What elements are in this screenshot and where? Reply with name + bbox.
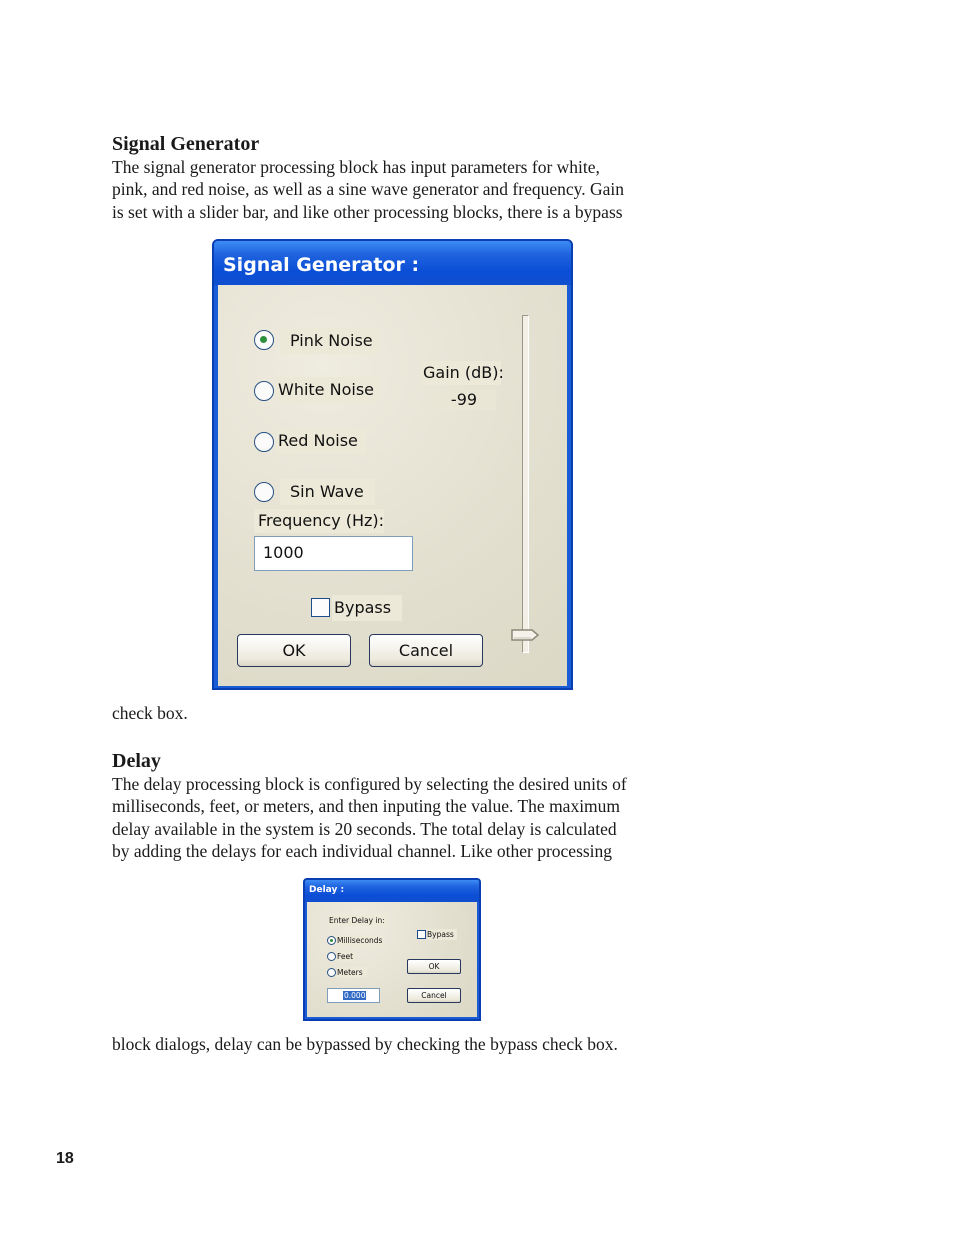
delay-value-text: 0.000	[344, 991, 366, 1000]
cancel-button[interactable]: Cancel	[369, 634, 483, 667]
delay-value-input[interactable]	[327, 988, 380, 1003]
meters-label[interactable]: Meters	[337, 967, 367, 978]
signal-generator-continuation: check box.	[112, 703, 188, 723]
paragraph-line: The signal generator processing block has input parameters for white,	[112, 157, 600, 177]
dialog-client-area	[218, 285, 567, 686]
dialog-title: Signal Generator :	[223, 254, 420, 276]
meters-radio[interactable]	[327, 968, 336, 977]
bypass-label[interactable]: Bypass	[332, 595, 402, 621]
page-number: 18	[56, 1150, 74, 1167]
gain-value: -99	[432, 390, 496, 410]
radio-selected-dot	[260, 336, 267, 343]
paragraph-line: milliseconds, feet, or meters, and then inputing the value. The maximum	[112, 796, 621, 817]
signal-generator-paragraph	[112, 156, 624, 223]
bypass-checkbox[interactable]	[417, 930, 426, 939]
sin-wave-label[interactable]: Sin Wave	[280, 479, 375, 505]
sin-wave-radio[interactable]	[254, 482, 274, 502]
paragraph-line: The delay processing block is configured by selecting the desired units of	[112, 774, 627, 794]
white-noise-radio[interactable]	[254, 381, 274, 401]
paragraph-line: pink, and red noise, as well as a sine wave generator and frequency. Gain	[112, 179, 625, 200]
dialog-title: Delay :	[309, 885, 345, 895]
dialog-title-bar	[214, 241, 571, 285]
paragraph-line: is set with a slider bar, and like other processing blocks, there is a bypass	[112, 201, 623, 222]
gain-label: Gain (dB):	[421, 361, 501, 385]
milliseconds-label[interactable]: Milliseconds	[337, 935, 385, 946]
enter-delay-label: Enter Delay in:	[329, 915, 387, 926]
signal-generator-dialog	[212, 239, 573, 690]
paragraph-line: by adding the delays for each individual channel. Like other processing	[112, 841, 613, 862]
cancel-button[interactable]: Cancel	[407, 988, 461, 1003]
ok-button[interactable]: OK	[237, 634, 351, 667]
pink-noise-label[interactable]: Pink Noise	[280, 328, 380, 354]
feet-label[interactable]: Feet	[337, 952, 354, 961]
gain-slider-thumb[interactable]	[510, 627, 540, 647]
delay-heading: Delay	[112, 750, 161, 772]
dialog-title-bar	[305, 880, 479, 902]
gain-slider-track[interactable]	[522, 315, 529, 653]
ok-button[interactable]: OK	[407, 959, 461, 974]
white-noise-label[interactable]: White Noise	[276, 377, 380, 403]
red-noise-radio[interactable]	[254, 432, 274, 452]
pink-noise-radio[interactable]	[254, 330, 274, 350]
bypass-label[interactable]: Bypass	[427, 929, 457, 940]
bypass-checkbox[interactable]	[311, 598, 330, 617]
red-noise-label[interactable]: Red Noise	[276, 428, 366, 454]
frequency-label: Frequency (Hz):	[254, 509, 384, 533]
dialog-client-area	[307, 902, 477, 1017]
frequency-input[interactable]: 1000	[254, 536, 413, 571]
delay-continuation: block dialogs, delay can be bypassed by checking the bypass check box.	[112, 1034, 618, 1054]
delay-paragraph	[112, 773, 627, 863]
signal-generator-heading: Signal Generator	[112, 133, 260, 155]
feet-radio[interactable]	[327, 952, 336, 961]
radio-selected-dot	[330, 939, 333, 942]
delay-dialog	[303, 878, 481, 1021]
milliseconds-radio[interactable]	[327, 936, 336, 945]
paragraph-line: delay available in the system is 20 seconds. The total delay is calculated	[112, 818, 617, 839]
